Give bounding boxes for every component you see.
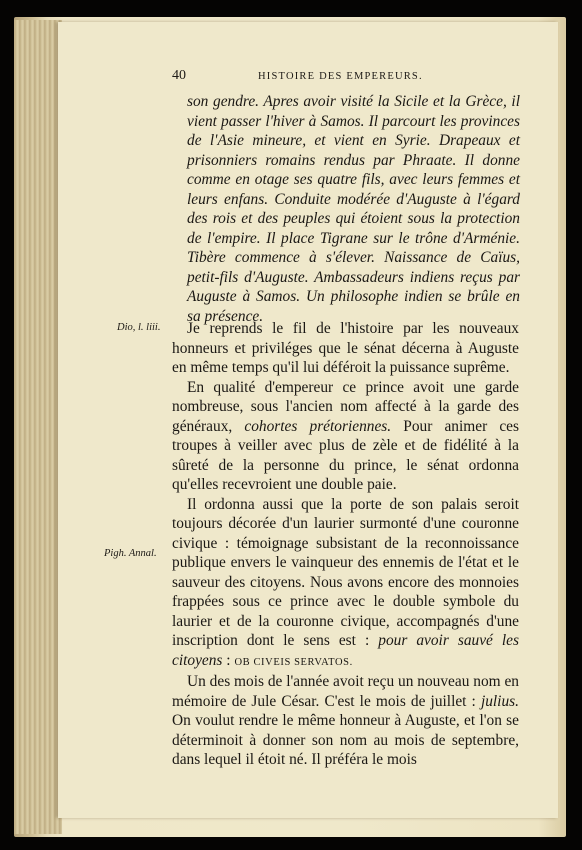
inscription-text: OB CIVEIS SERVATOS. (234, 656, 353, 668)
paragraph-4-text-c: On voulut rendre le même honneur à Auguste, et l'on se déterminoit à donner son nom au mois de septembre, dans lequel il étoit né. Il préféra le mois (172, 712, 519, 768)
italic-phrase-citoyens: pour avoir sauvé les citoyens (172, 632, 519, 669)
paragraph-3 (172, 495, 519, 673)
paragraph-2-text-a: En qualité d'empereur ce prince avoit une garde nombreuse, sous l'ancien nom affecté à la garde des généraux, (172, 378, 519, 435)
paragraph-3-colon: : (226, 651, 231, 669)
italic-word-julius: julius. (480, 692, 519, 710)
paragraph-4 (172, 672, 519, 770)
running-title: HISTOIRE DES EMPEREURS. (258, 71, 423, 82)
italic-phrase-cohortes: cohortes prétoriennes. (244, 417, 392, 435)
paragraph-1: Je reprends le fil de l'histoire par les nouveaux honneurs et priviléges que le sénat décerna à Auguste en même temps qu'il lui déféroit la puissance suprême. (172, 320, 519, 376)
body-text (172, 319, 519, 770)
page-header (172, 68, 517, 88)
paragraph-3-text-a: Il ordonna aussi que la porte de son palais seroit toujours décorée d'un laurier surmonté d'une couronne civique : témoignage subsistant de la reconnoissance publique envers le vainqueur des ennemis de l'état et le sauveur des citoyens. Nous avons encore des monnoies frappées sous ce prince avec le double symbole du laurier et de la couronne civique, accompagnés d'une inscription dont le sens est : (172, 495, 519, 649)
margin-note-dio: Dio, l. liii. (117, 322, 161, 333)
chapter-summary: son gendre. Apres avoir visité la Sicile et la Grèce, il vient passer l'hiver à Samos. Il parcourt les provinces de l'Asie mineure, et vient en Syrie. Drapeaux et prisonniers romains rendus par Phraate. Il donne comme en otage ses quatre fils, avec leurs femmes et leurs enfans. Conduite modérée d'Auguste à l'égard des rois et des peuples qui étoient sous la protection de l'empire. Il place Tigrane sur le trône d'Arménie. Tibère commence à s'élever. Naissance de Caïus, petit-fils d'Auguste. Ambassadeurs indiens reçus par Auguste à Samos. Un philosophe indien se brûle en sa présence. (187, 93, 520, 325)
page-number: 40 (172, 68, 186, 83)
paragraph-4-text-a: Un des mois de l'année avoit reçu un nouveau nom en mémoire de Jule César. C'est le mois de juillet : (172, 673, 519, 710)
margin-note-pigh: Pigh. Annal. (104, 548, 157, 559)
paragraph-2 (172, 378, 519, 495)
page-stack-edge (14, 20, 62, 834)
paragraph-2-text-c: Pour animer ces troupes à veiller avec plus de zèle et de fidélité à la sûreté de la personne du prince, le sénat ordonna qu'elles recevroient une double paie. (172, 417, 519, 493)
